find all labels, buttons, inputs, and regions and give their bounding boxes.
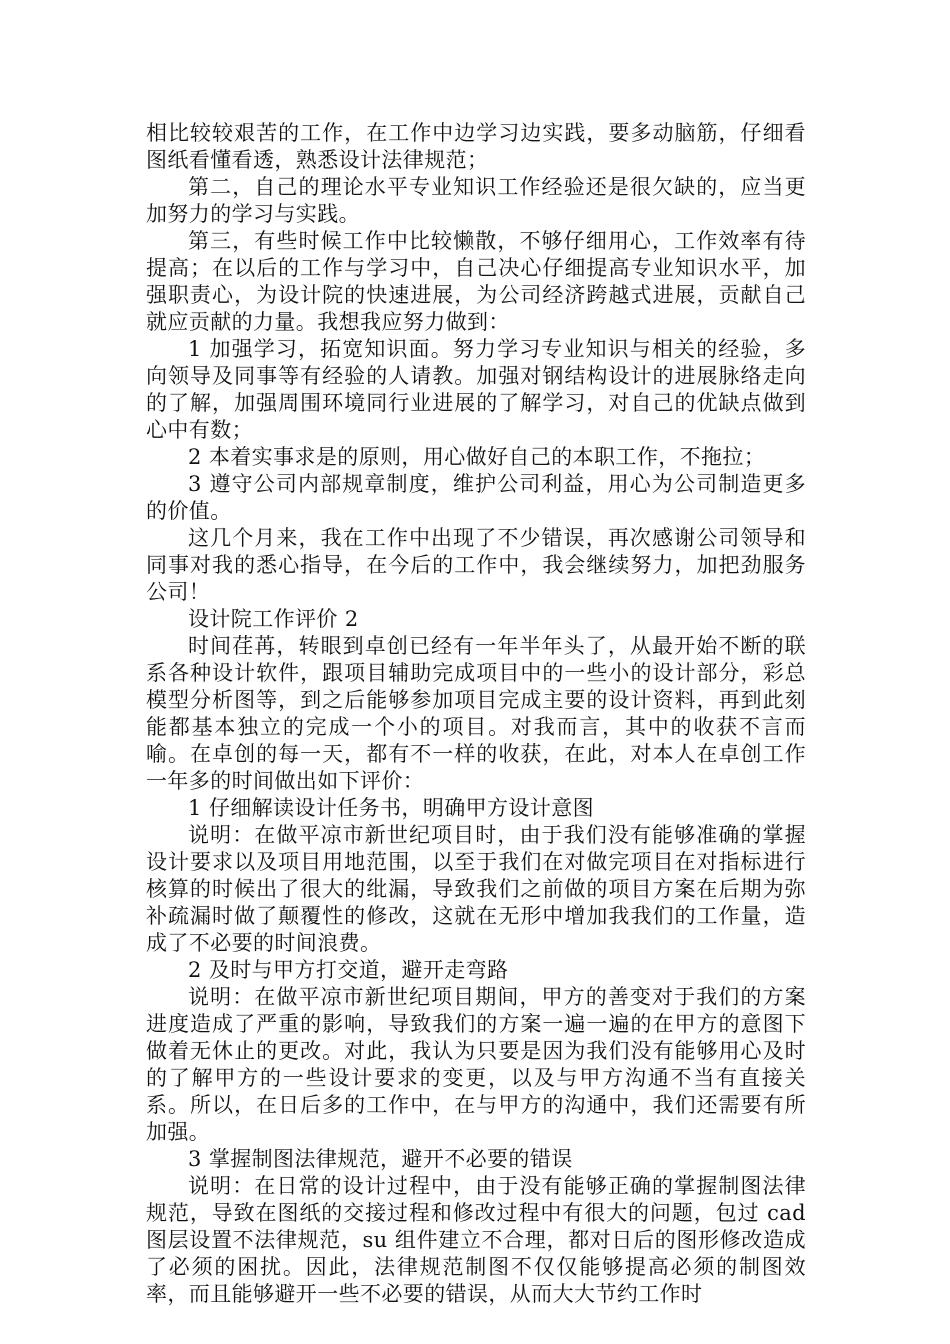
paragraph: 相比较较艰苦的工作，在工作中边学习边实践，要多动脑筋，仔细看图纸看懂看透，熟悉设计法律规范； [146,121,806,172]
document-body [146,120,806,1308]
paragraph: 时间荏苒，转眼到卓创已经有一年半年头了，从最开始不断的联系各种设计软件，跟项目辅助完成项目中的一些小的设计部分，彩总模型分析图等，到之后能够参加项目完成主要的设计资料，再到此刻能都基本独立的完成一个小的项目。对我而言，其中的收获不言而喻。在卓创的每一天，都有不一样的收获，在此，对本人在卓创工作一年多的时间做出如下评价： [146,634,806,793]
paragraph: 说明：在做平凉市新世纪项目时，由于我们没有能够准确的掌握设计要求以及项目用地范围，以至于我们在对做完项目在对指标进行核算的时候出了很大的纰漏，导致我们之前做的项目方案在后期为弥补疏漏时做了颠覆性的修改，这就在无形中增加我我们的工作量，造成了不必要的时间浪费。 [146,823,806,955]
paragraph: 说明：在做平凉市新世纪项目期间，甲方的善变对于我们的方案进度造成了严重的影响，导致我们的方案一遍一遍的在甲方的意图下做着无休止的更改。对此，我认为只要是因为我们没有能够用心及时的了解甲方的一些设计要求的变更，以及与甲方沟通不当有直接关系。所以，在日后多的工作中，在与甲方的沟通中，我们还需要有所加强。 [146,985,806,1144]
subheading: 3 掌握制图法律规范，避开不必要的错误 [188,1147,573,1171]
paragraph: 这几个月来，我在工作中出现了不少错误，再次感谢公司领导和同事对我的悉心指导，在今后的工作中，我会继续努力，加把劲服务公司！ [146,526,806,604]
paragraph: 第二，自己的理论水平专业知识工作经验还是很欠缺的，应当更加努力的学习与实践。 [146,175,806,226]
list-item: 2 本着实事求是的原则，用心做好自己的本职工作，不拖拉； [188,445,766,469]
section-heading: 设计院工作评价 2 [188,607,359,631]
paragraph: 说明：在日常的设计过程中，由于没有能够正确的掌握制图法律规范，导致在图纸的交接过程和修改过程中有很大的问题，包过 cad 图层设置不法律规范，su 组件建立不合理，都对日后的图形修改造成了必须的困扰。因此，法律规范制图不仅仅能够提高必须的制图效率，而且能够避开一些不必要的错误，从而大大节约工作时 [146,1174,806,1306]
subheading: 2 及时与甲方打交道，避开走弯路 [188,958,509,982]
subheading: 1 仔细解读设计任务书，明确甲方设计意图 [188,796,595,820]
paragraph: 第三，有些时候工作中比较懒散，不够仔细用心，工作效率有待提高；在以后的工作与学习中，自己决心仔细提高专业知识水平，加强职责心，为设计院的快速进展，为公司经济跨越式进展，贡献自己就应贡献的力量。我想我应努力做到： [146,229,806,334]
list-item: 1 加强学习，拓宽知识面。努力学习专业知识与相关的经验，多向领导及同事等有经验的人请教。加强对钢结构设计的进展脉络走向的了解，加强周围环境同行业进展的了解学习，对自己的优缺点做到心中有数； [146,337,806,442]
list-item: 3 遵守公司内部规章制度，维护公司利益，用心为公司制造更多的价值。 [146,472,806,523]
